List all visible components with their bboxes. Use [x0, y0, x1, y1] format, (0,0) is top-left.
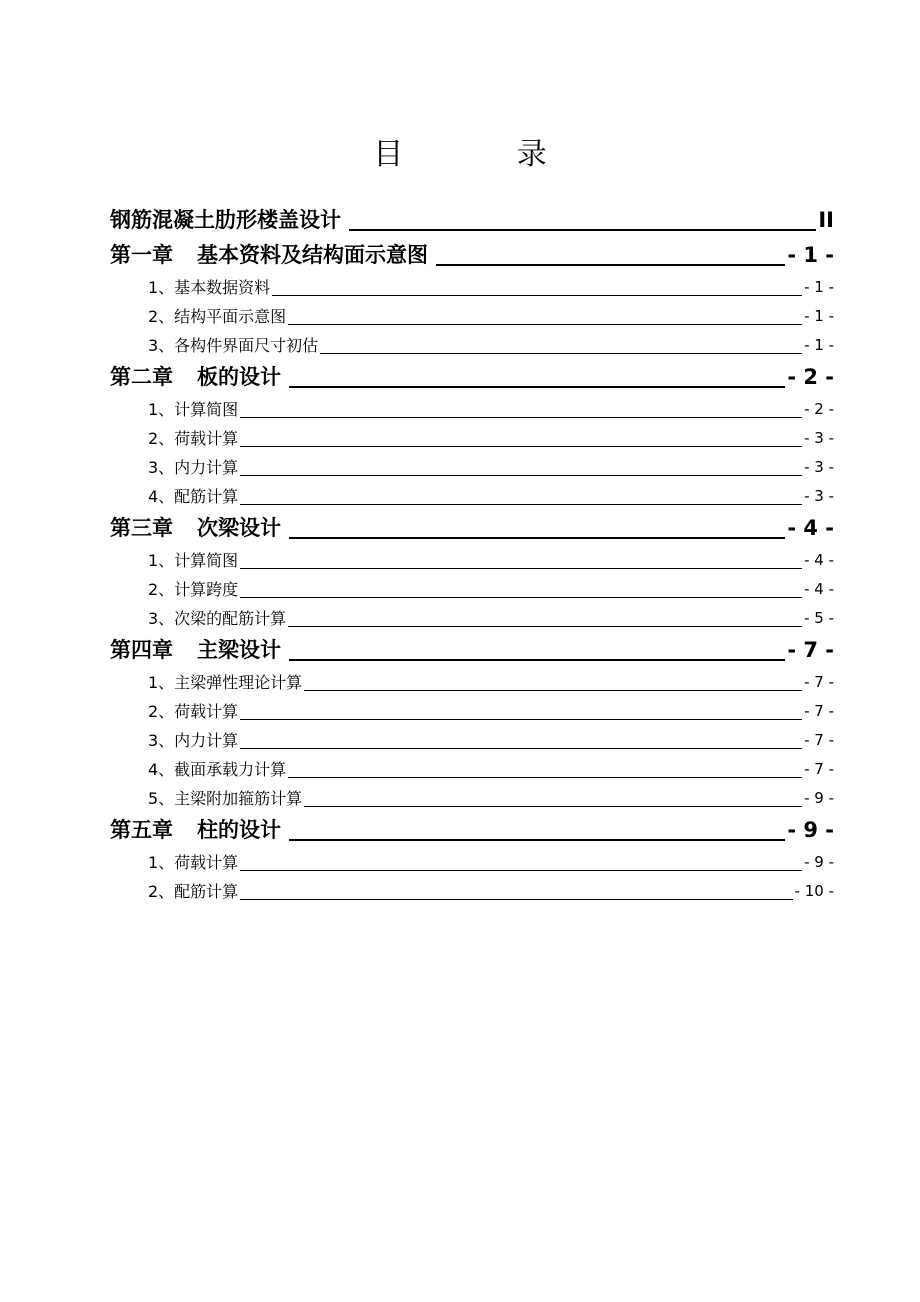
toc-section-label: 3、次梁的配筋计算: [148, 609, 287, 628]
toc-section-label: 4、配筋计算: [148, 487, 239, 506]
toc-page-number: - 9 -: [787, 818, 834, 842]
toc-section-label: 2、计算跨度: [148, 580, 239, 599]
toc-section[interactable]: [110, 784, 834, 813]
toc-leader-line: [240, 748, 802, 749]
toc-leader-line: [272, 295, 802, 296]
toc-page-number: - 7 -: [804, 673, 834, 691]
toc-chapter-title: 主梁设计: [197, 638, 281, 662]
toc-leader-line: [288, 777, 802, 778]
toc-page-number: - 9 -: [804, 789, 834, 807]
toc-chapter-title: 基本资料及结构面示意图: [197, 243, 428, 267]
toc-page-number: - 3 -: [804, 458, 834, 476]
toc-chapter[interactable]: [110, 360, 834, 395]
toc-leader-line: [240, 417, 802, 418]
toc-section-label: 2、荷载计算: [148, 429, 239, 448]
toc-section[interactable]: [110, 726, 834, 755]
toc-page-number: - 1 -: [787, 243, 834, 267]
toc-section[interactable]: [110, 273, 834, 302]
toc-section-label: 1、主梁弹性理论计算: [148, 673, 303, 692]
toc-section-label: 1、计算简图: [148, 551, 239, 570]
toc-page-number: - 4 -: [804, 551, 834, 569]
toc-chapter-number: 第五章: [110, 818, 173, 842]
toc-page-number: - 4 -: [804, 580, 834, 598]
toc-leader-line: [240, 597, 802, 598]
toc-chapter-heading: [110, 511, 281, 546]
toc-section[interactable]: [110, 395, 834, 424]
toc-section[interactable]: [110, 755, 834, 784]
toc-chapter-heading: [110, 238, 428, 273]
toc-section[interactable]: [110, 575, 834, 604]
toc-leader-line: [288, 626, 802, 627]
toc-page-number: - 2 -: [787, 365, 834, 389]
toc-chapter-heading: [110, 360, 281, 395]
toc-section[interactable]: [110, 697, 834, 726]
toc-section[interactable]: [110, 302, 834, 331]
toc-chapter[interactable]: [110, 633, 834, 668]
toc-leader-line: [436, 264, 785, 266]
toc-chapter-number: 第四章: [110, 638, 173, 662]
toc-title: 目 录: [373, 137, 599, 172]
toc-entry-main[interactable]: [110, 203, 834, 238]
toc-chapter-heading: [110, 633, 281, 668]
toc-leader-line: [289, 386, 785, 388]
toc-page-number: II: [818, 208, 834, 232]
toc-leader-line: [240, 446, 802, 447]
toc-page-number: - 1 -: [804, 278, 834, 296]
toc-section-label: 3、内力计算: [148, 731, 239, 750]
toc-section[interactable]: [110, 482, 834, 511]
toc-page-number: - 1 -: [804, 307, 834, 325]
toc-page-number: - 2 -: [804, 400, 834, 418]
toc-chapter-title: 板的设计: [197, 365, 281, 389]
toc-section[interactable]: [110, 453, 834, 482]
toc-chapter-title: 次梁设计: [197, 516, 281, 540]
toc-leader-line: [320, 353, 802, 354]
toc-page-number: - 7 -: [787, 638, 834, 662]
toc-section[interactable]: [110, 546, 834, 575]
toc-page-number: - 7 -: [804, 760, 834, 778]
toc-leader-line: [240, 870, 802, 871]
toc-section-label: 1、基本数据资料: [148, 278, 271, 297]
toc-page-number: - 3 -: [804, 487, 834, 505]
toc-chapter-number: 第三章: [110, 516, 173, 540]
toc-section[interactable]: [110, 848, 834, 877]
toc-section-label: 5、主梁附加箍筋计算: [148, 789, 303, 808]
toc-section-label: 2、结构平面示意图: [148, 307, 287, 326]
toc-page-number: - 7 -: [804, 731, 834, 749]
toc-leader-line: [240, 568, 802, 569]
toc-page-number: - 9 -: [804, 853, 834, 871]
toc-page-number: - 4 -: [787, 516, 834, 540]
toc-chapter[interactable]: [110, 238, 834, 273]
toc-page-number: - 1 -: [804, 336, 834, 354]
toc-page-number: - 3 -: [804, 429, 834, 447]
toc-leader-line: [240, 719, 802, 720]
toc-chapter-number: 第二章: [110, 365, 173, 389]
toc-leader-line: [304, 690, 802, 691]
toc-chapter-heading: [110, 813, 281, 848]
toc-section-label: 1、计算简图: [148, 400, 239, 419]
toc-chapter-number: 第一章: [110, 243, 173, 267]
toc-section[interactable]: [110, 604, 834, 633]
toc-section[interactable]: [110, 424, 834, 453]
toc-leader-line: [240, 475, 802, 476]
toc-leader-line: [289, 659, 785, 661]
toc-chapter-title: 柱的设计: [197, 818, 281, 842]
toc-section[interactable]: [110, 331, 834, 360]
toc-section-label: 3、内力计算: [148, 458, 239, 477]
toc-section-label: 1、荷载计算: [148, 853, 239, 872]
toc-section[interactable]: [110, 668, 834, 697]
toc-section[interactable]: [110, 877, 834, 906]
toc-page-number: - 10 -: [794, 882, 834, 900]
toc-leader-line: [289, 839, 785, 841]
toc-leader-line: [304, 806, 802, 807]
toc-section-label: 4、截面承载力计算: [148, 760, 287, 779]
toc-leader-line: [288, 324, 802, 325]
toc-leader-line: [289, 537, 785, 539]
toc-page-number: - 5 -: [804, 609, 834, 627]
toc-chapter[interactable]: [110, 813, 834, 848]
toc-leader-line: [240, 899, 792, 900]
toc-page-number: - 7 -: [804, 702, 834, 720]
toc-chapter[interactable]: [110, 511, 834, 546]
toc-section-label: 2、配筋计算: [148, 882, 239, 901]
toc-leader-line: [240, 504, 802, 505]
table-of-contents: [110, 203, 834, 906]
toc-section-label: 2、荷载计算: [148, 702, 239, 721]
toc-leader-line: [349, 229, 816, 231]
toc-entry-label: 钢筋混凝土肋形楼盖设计: [110, 208, 341, 232]
toc-section-label: 3、各构件界面尺寸初估: [148, 336, 319, 355]
